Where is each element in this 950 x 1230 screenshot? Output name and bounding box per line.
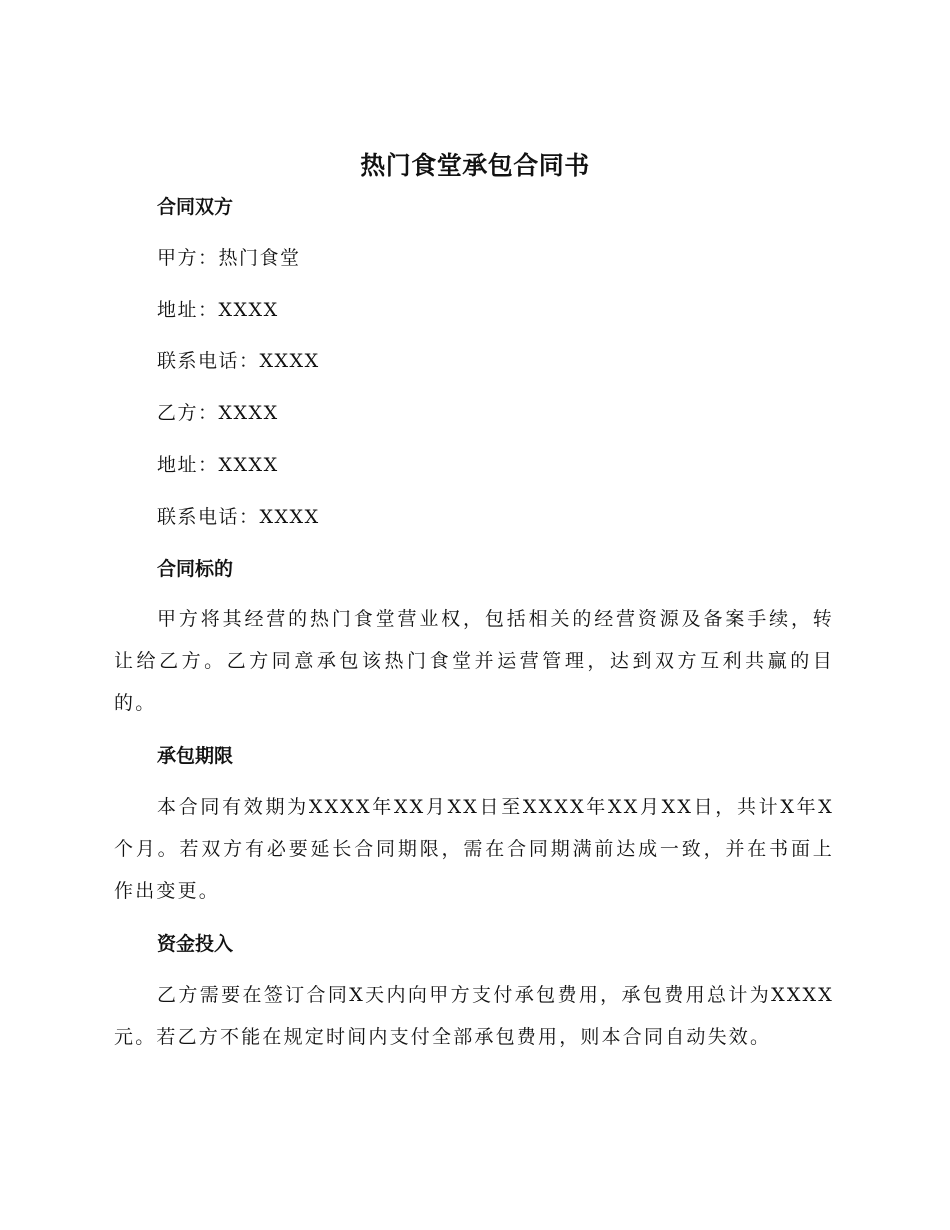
section-body-subject: 甲方将其经营的热门食堂营业权，包括相关的经营资源及备案手续，转让给乙方。乙方同意承包该热门食堂并运营管理，达到双方互利共赢的目的。: [114, 608, 834, 714]
section-heading-parties: 合同双方: [157, 196, 234, 218]
section-heading-funding: 资金投入: [157, 933, 234, 955]
section-heading-term: 承包期限: [157, 745, 234, 767]
party-a-address: 地址：XXXX: [157, 299, 279, 321]
party-b-phone: 联系电话：XXXX: [157, 506, 320, 528]
section-body-term: 本合同有效期为XXXX年XX月XX日至XXXX年XX月XX日，共计X年X个月。若双方有必要延长合同期限，需在合同期满前达成一致，并在书面上作出变更。: [114, 796, 834, 902]
party-a-name: 甲方：热门食堂: [157, 247, 301, 269]
section-heading-subject: 合同标的: [157, 558, 234, 580]
party-b-address: 地址：XXXX: [157, 454, 279, 476]
party-a-phone: 联系电话：XXXX: [157, 350, 320, 372]
document-title: 热门食堂承包合同书: [360, 151, 590, 180]
section-body-funding: 乙方需要在签订合同X天内向甲方支付承包费用，承包费用总计为XXXX元。若乙方不能在规定时间内支付全部承包费用，则本合同自动失效。: [114, 984, 834, 1048]
party-b-name: 乙方：XXXX: [157, 402, 279, 424]
